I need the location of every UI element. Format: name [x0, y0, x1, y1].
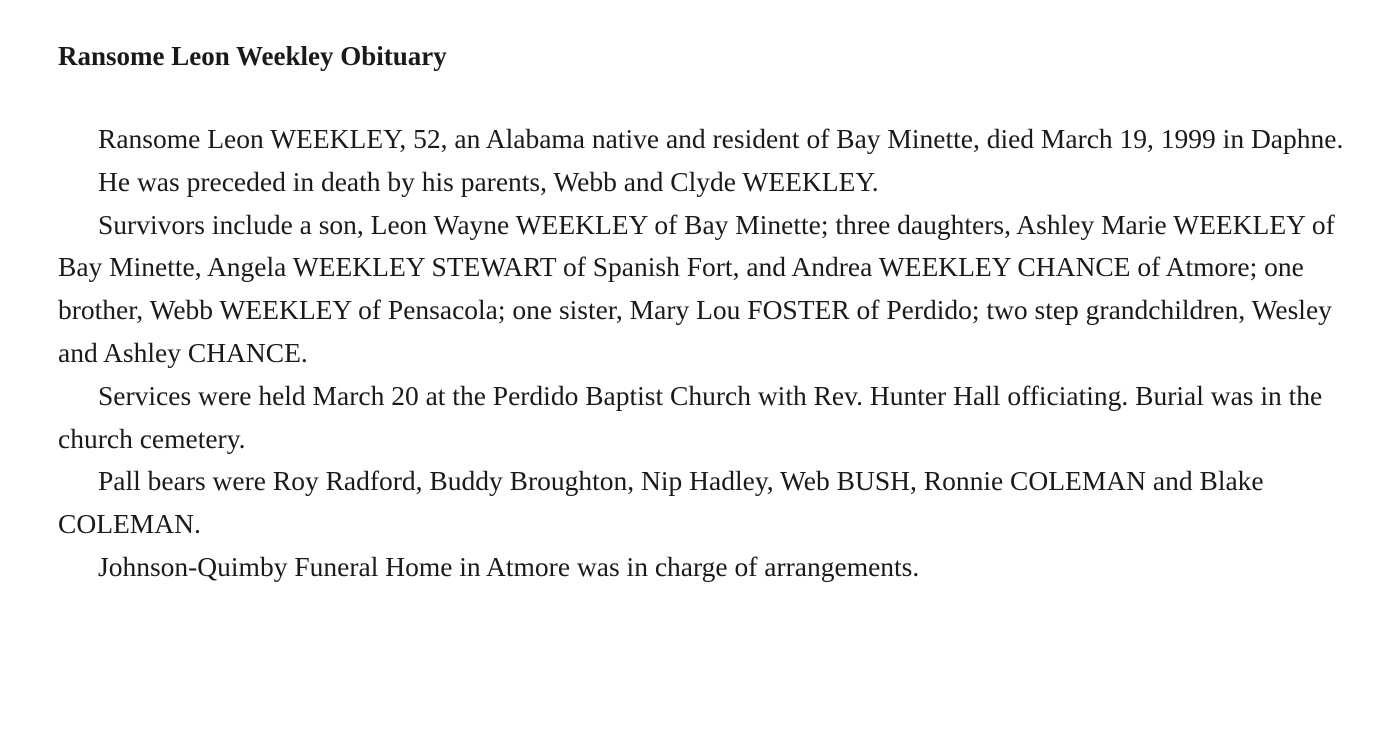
- paragraph-preceded: He was preceded in death by his parents, Webb and Clyde WEEKLEY.: [98, 165, 879, 197]
- document-body: [58, 118, 1360, 589]
- paragraph-services: Services were held March 20 at the Perdido Baptist Church with Rev. Hunter Hall officiating. Burial was in the church cemetery.: [58, 379, 1323, 454]
- document-title: Ransome Leon Weekley Obituary: [58, 41, 447, 71]
- paragraph-funeral-home: Johnson-Quimby Funeral Home in Atmore was in charge of arrangements.: [98, 550, 920, 582]
- paragraph-death-notice: Ransome Leon WEEKLEY, 52, an Alabama native and resident of Bay Minette, died March 19, 1999 in Daphne.: [98, 123, 1344, 154]
- paragraph-survivors: Survivors include a son, Leon Wayne WEEKLEY of Bay Minette; three daughters, Ashley Marie WEEKLEY of Bay Minette, Angela WEEKLEY STEWART of Spanish Fort, and Andrea WEEKLEY CHANCE of Atmore; one brother, Webb WEEKLEY of Pensacola; one sister, Mary Lou FOSTER of Perdido; two step grandchildren, Wesley and Ashley CHANCE.: [58, 208, 1335, 368]
- paragraph-pallbearers: Pall bears were Roy Radford, Buddy Broughton, Nip Hadley, Web BUSH, Ronnie COLEMAN and Blake COLEMAN.: [58, 465, 1264, 540]
